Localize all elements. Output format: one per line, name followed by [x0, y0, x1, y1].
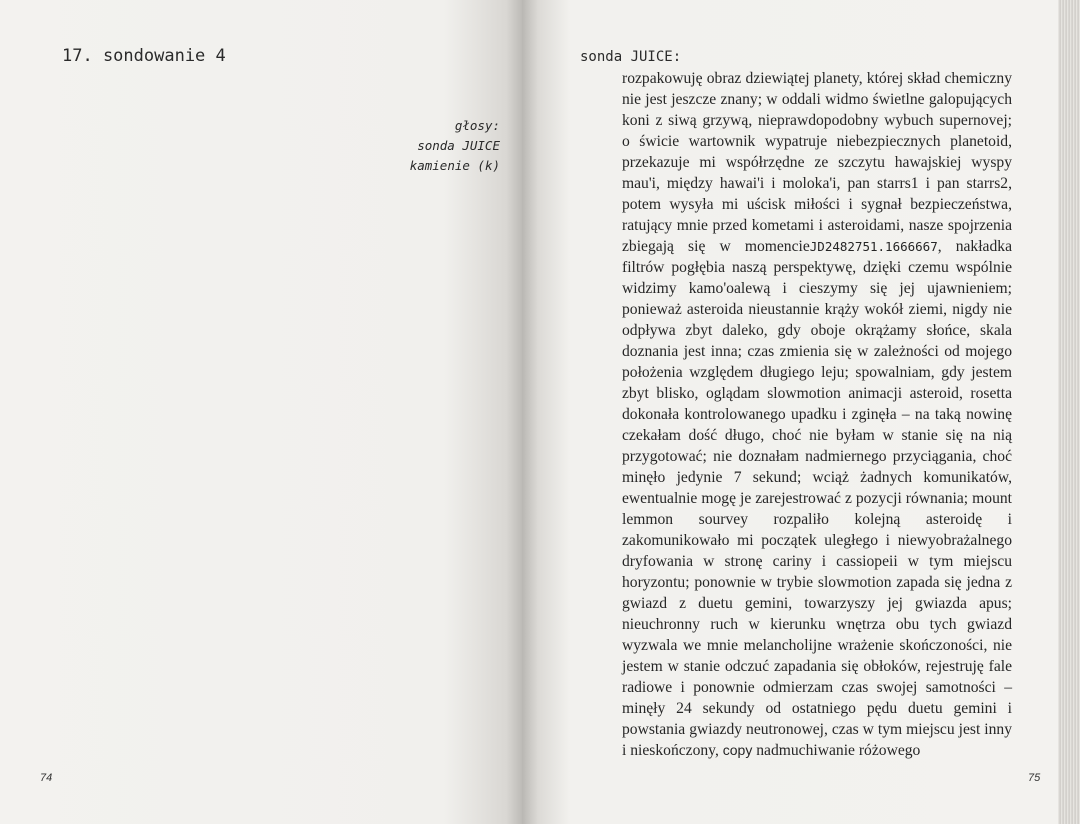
text-part-1: rozpakowuję obraz dziewiątej planety, której skład chemiczny nie jest jeszcze znany; w oddali widmo świetlne galopujących koni z siwą grzywą, nieprawdopodobny wybuch supernovej; o świcie wartownik wypatruje niebezpiecznych planetoid, przekazuje mi współrzędne ze szczytu hawajskiej wyspy mau'i, między hawai'i i moloka'i, pan starrs1 i pan starrs2, potem wysyła mi uścisk miłości i sygnał bezpieczeństwa, ratujący mnie przed kometami i asteroidami, nasze spojrzenia zbiegają się w momencie	[622, 70, 1012, 255]
speaker-label: sonda JUICE:	[580, 49, 682, 65]
body-text	[622, 68, 1012, 761]
jd-code: JD2482751.1666667	[809, 239, 938, 254]
voice-item: kamienie (k)	[409, 158, 500, 173]
text-part-2: , nakładka filtrów pogłębia naszą perspektywę, dzięki czemu wspólnie widzimy kamo'oalewą i cieszymy się jej ujawnieniem; ponieważ asteroida nieustannie krąży wokół ziemi, nigdy nie odpływa zbyt daleko, gdy oboje okrążamy słońce, skala doznania jest inna; czas zmienia się w zależności od mojego położenia względem długiego leju; spowalniam, gdy jestem zbyt blisko, oglądam slowmotion animacji asteroid, rosetta dokonała kontrolowanego upadku i zginęła – na taką nowinę czekałam dość długo, choć nie byłam w stanie się na nią przygotować; nie doznałam nadmiernego przyciągania, choć minęło jedynie 7 sekund; wciąż żadnych komunikatów, ewentualnie mogę je zarejestrować z pozycji równania; mount lemmon sourvey rozpaliło kolejną asteroidę i zakomunikowało mi początek uległego i niewyobrażalnego dryfowania w stronę cariny i cassiopeii w tym miejscu horyzontu; ponownie w trybie slowmotion zapada się jedna z gwiazd z duetu gemini, towarzyszy jej gwiazda apus; nieuchronny ruch w kierunku wnętrza obu tych gwiazd wyzwala we mnie melancholijne wrażenie skończoności, nie jestem w stanie odczuć zapadania się obłoków, rejestruję fale radiowe i ponownie odmierzam czas swojej samotności – minęły 24 sekundy od ostatniego pędu duetu gemini i powstania gwiazdy neutronowej, czas w tym miejscu jest inny i nieskończony,	[622, 238, 1012, 759]
page-number-right: 75	[1028, 772, 1041, 784]
voices-heading: głosy:	[454, 118, 500, 133]
page-number-left: 74	[40, 772, 53, 784]
text-part-3: nadmuchiwanie różowego	[752, 742, 921, 759]
chapter-title: 17. sondowanie 4	[62, 46, 226, 66]
left-page	[0, 0, 522, 824]
copy-word: copy	[722, 742, 753, 758]
voice-item: sonda JUICE	[417, 138, 500, 153]
page-edge	[1058, 0, 1080, 824]
voices-list	[340, 116, 500, 176]
